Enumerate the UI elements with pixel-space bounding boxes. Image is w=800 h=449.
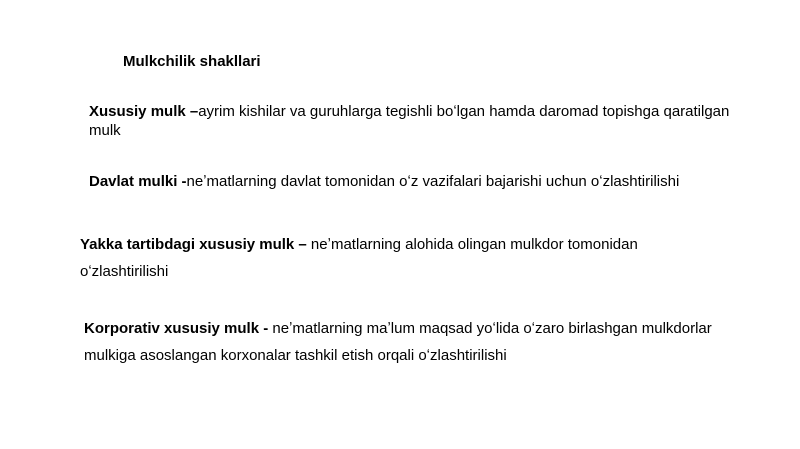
definition-term: Korporativ xususiy mulk - [84, 320, 269, 337]
definition-corporate-private-property [84, 315, 744, 369]
definition-individual-private-property [80, 231, 680, 285]
definition-text: neʼmatlarning alohida olingan mulkdor tomonidan oʻzlashtirilishi [80, 236, 638, 280]
definition-term: Yakka tartibdagi xususiy mulk – [80, 236, 307, 253]
definition-term: Xususiy mulk – [89, 103, 199, 120]
definition-private-property [89, 102, 749, 140]
definition-text: ayrim kishilar va guruhlarga tegishli boʻlgan hamda daromad topishga qaratilgan mulk [89, 103, 730, 139]
definition-text: neʼmatlarning davlat tomonidan oʻz vazifalari bajarishi uchun oʻzlashtirilishi [186, 173, 680, 190]
definition-text: neʼmatlarning maʼlum maqsad yoʻlida oʻzaro birlashgan mulkdorlar mulkiga asoslangan korxonalar tashkil etish orqali oʻzlashtirilishi [84, 320, 712, 364]
page-title: Mulkchilik shakllari [123, 53, 261, 70]
definition-term: Davlat mulki - [89, 173, 187, 190]
definition-state-property [89, 172, 749, 191]
